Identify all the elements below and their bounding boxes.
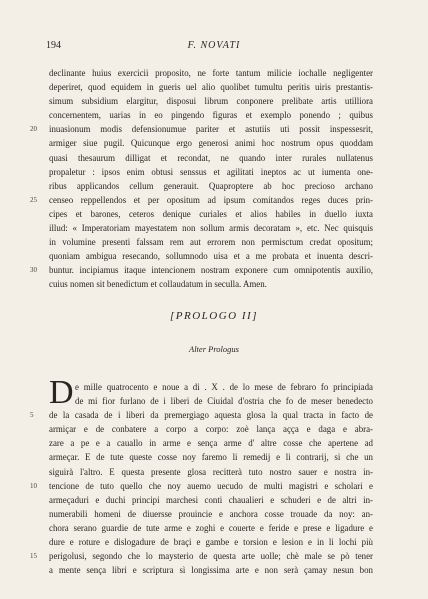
text-line [49, 277, 373, 291]
line-text: e mille quatrocento e noue a di . X . de lo mese de febraro fo principiada [75, 382, 373, 392]
text-line [49, 165, 373, 179]
line-text: inuasionum modis defensionumue pariter et astutiis uti possit inspessesrit, [49, 124, 373, 135]
line-text: numerabili homeni de diuersse prouincie e anchora cosse trouade da noy: an- [49, 508, 373, 519]
line-number: 20 [30, 125, 37, 134]
line-text: cipes et barones, ceteros denique curiales et alios habiles in duello iuxta [49, 208, 373, 219]
line-text: propaletur : ipsos enim obtusi senssus et agilitati ineptos ac ut iumenta one- [49, 166, 373, 177]
section-heading: [PROLOGO II] [170, 310, 258, 322]
section-subheading: Alter Prologus [189, 344, 239, 354]
line-number: 10 [30, 481, 37, 490]
text-line [49, 521, 373, 535]
line-text: cuius nomen sit benedictum et collaudatum in seculla. Amen. [49, 279, 267, 290]
text-line [49, 221, 373, 235]
text-line [49, 507, 373, 521]
page-header [46, 40, 382, 54]
text-line [49, 108, 373, 122]
line-text: perigolusi, segondo che lo maysterio de questa arte uolle; chè male se pò tener [49, 551, 373, 562]
line-text: deperiret, quod equidem in gueris uel alio quolibet tumultu peritis uiris prestantis- [49, 82, 373, 93]
text-line [49, 151, 373, 165]
text-line [49, 394, 373, 408]
line-text: dure e roture e dislogadure de braçi e gambe e torsion e lesion e in li lochi più [49, 537, 373, 548]
line-number: 5 [30, 411, 34, 420]
text-line [49, 436, 373, 450]
line-text: ribus applicandos cellum generauit. Quaproptere ab hoc precioso archano [49, 180, 373, 191]
text-line [49, 535, 373, 549]
text-line [49, 422, 373, 436]
text-line [49, 380, 373, 394]
text-line [49, 493, 373, 507]
line-text: de la casada de i liberi da premergiago aquesta glosa la qual tracta in facto de [49, 410, 373, 421]
italian-prologue-text [30, 374, 373, 577]
text-line [30, 408, 373, 422]
text-line [30, 122, 373, 136]
line-number: 30 [30, 266, 37, 275]
text-line [49, 235, 373, 249]
latin-prologue-text [30, 66, 373, 292]
line-text: de mi fior furlano de i liberi de Ciuidal d'ostria che fo de meser benedecto [75, 396, 373, 407]
text-line [30, 263, 373, 277]
drop-cap-letter: D [49, 374, 74, 411]
text-line [49, 94, 373, 108]
running-title: F. NOVATI [187, 40, 241, 51]
text-line [49, 465, 373, 479]
line-text: armeçaduri e duchi principi marchesi conti chaualieri e schuderi e de altri in- [49, 494, 373, 505]
line-text: censeo reppellendos et per opositum ad ipsum comitandos reges duces prin- [49, 194, 373, 205]
line-text: a mente sença libri e scriptura sì longissima arte e non serà çamay nesun bon [49, 565, 373, 576]
text-line [49, 136, 373, 150]
text-line [49, 249, 373, 263]
text-line [49, 563, 373, 577]
line-text: armiçar e de conbatere a corpo a corpo: zoè lança açça e daga e abra- [49, 424, 373, 435]
text-line [49, 207, 373, 221]
text-line [49, 66, 373, 80]
line-number: 25 [30, 195, 37, 204]
line-text: concernentem, uarias in eo pingendo figuras et exemplo ponendo ; quibus [49, 110, 373, 121]
text-line [49, 179, 373, 193]
line-text: siguirà l'altro. E questa presente glosa recitterà tuto nostro sauer e nostra in- [49, 466, 373, 477]
page-number: 194 [46, 40, 61, 51]
line-text: buntur. incipiamus itaque intencionem nostram exponere cum omnipotentis auxilio, [49, 265, 373, 276]
line-text: quasi thesaurum dilligat et recondat, ne quando inter rurales nullatenus [49, 152, 373, 163]
line-text: in volumine presenti falssam rem aut errorem non permisctum credat opositum; [49, 237, 373, 248]
line-text: quoniam ambigua resecando, sollumnodo uisa et a me probata et inuenta descri- [49, 251, 373, 262]
line-text: chora serano guardie de tute arme e zoghi e couerte e feride e prese e ligadure e [49, 522, 373, 533]
line-text: declinante huius exercicii proposito, ne forte tantum milicie iochalle negligenter [49, 68, 373, 78]
line-text: armiger siue pugil. Quicunque ergo generosi animi hoc nostrum opus quoddam [49, 138, 373, 149]
text-line [30, 479, 373, 493]
text-line [49, 450, 373, 464]
text-line [49, 80, 373, 94]
line-text: armeçar. E de tute queste cosse noy faremo li remedij e li contrarij, si che un [49, 452, 373, 463]
text-line [30, 549, 373, 563]
line-text: tencione de tuto quello che noy auemo uecudo de multi magistri e scholari e [49, 480, 373, 491]
line-text: illud: « Imperatoriam mayestatem non sollum armis decoratam », etc. Nec quisquis [49, 223, 373, 234]
line-text: simum subsidium elargitur, disposui librum conponere prelibate artis utilliora [49, 96, 373, 107]
line-number: 15 [30, 552, 37, 561]
text-line [30, 193, 373, 207]
line-text: zare a pe e a cauallo in arme e sença arme d' altre cosse che apertene ad [49, 438, 373, 449]
